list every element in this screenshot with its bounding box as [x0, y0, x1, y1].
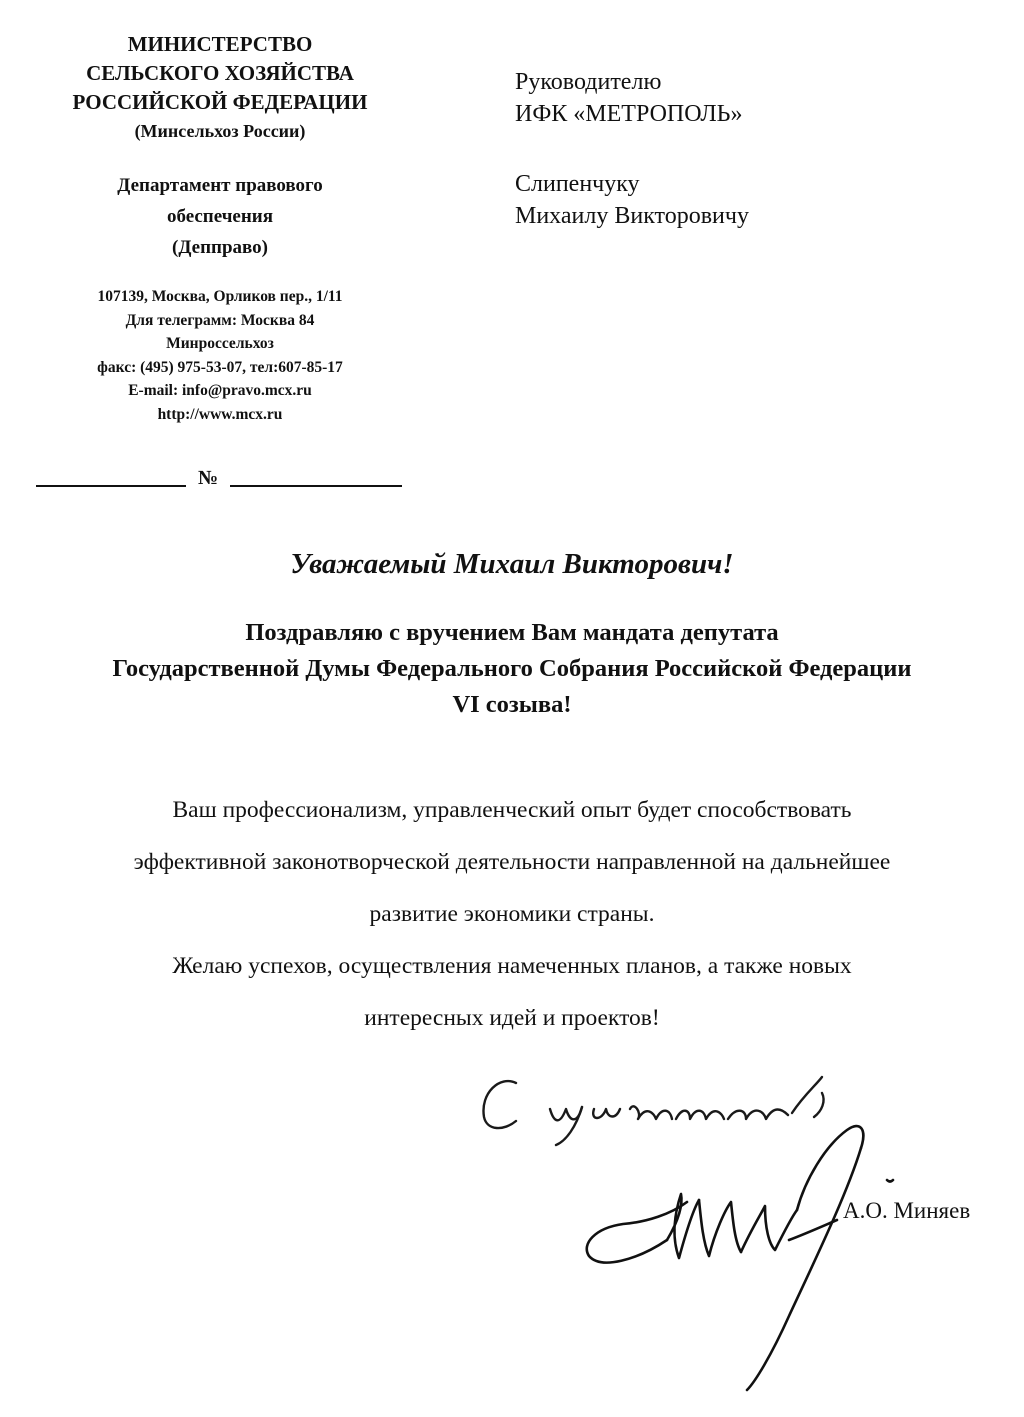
telegram-address-line: Минроссельхоз	[166, 335, 274, 352]
ministry-name	[20, 30, 420, 117]
number-blank	[230, 485, 402, 487]
letter-body	[20, 784, 1004, 1044]
phone-fax-line: факс: (495) 975-53-07, тел:607-85-17	[97, 358, 343, 376]
address-line: 107139, Москва, Орликов пер., 1/11	[97, 288, 343, 305]
addressee-role: Руководителю	[515, 69, 662, 95]
department-line: Департамент правового	[117, 175, 323, 196]
salutation: Уважаемый Михаил Викторович!	[290, 548, 734, 580]
congratulation-headline	[0, 615, 1024, 723]
ministry-line: СЕЛЬСКОГО ХОЗЯЙСТВА	[86, 61, 354, 85]
ministry-line: МИНИСТЕРСТВО	[127, 32, 313, 56]
date-blank	[36, 485, 186, 487]
body-line: эффективной законотворческой деятельности направленной на дальнейшее	[133, 849, 891, 875]
headline-line: VI созыва!	[452, 691, 572, 718]
letterhead	[20, 30, 420, 426]
headline-line: Поздравляю с вручением Вам мандата депутата	[245, 619, 779, 646]
addressee-organization: ИФК «МЕТРОПОЛЬ»	[515, 101, 743, 127]
signer-name: А.О. Миняев	[843, 1198, 971, 1223]
department-line: обеспечения	[166, 206, 274, 227]
website-line: http://www.mcx.ru	[157, 405, 283, 423]
ministry-short-name: (Минсельхоз России)	[134, 121, 306, 141]
number-sign: №	[197, 467, 219, 489]
addressee-surname: Слипенчуку	[515, 171, 640, 197]
contact-details	[20, 285, 420, 426]
body-line: Ваш профессионализм, управленческий опыт будет способствовать	[172, 797, 852, 823]
body-line: интересных идей и проектов!	[364, 1005, 660, 1031]
department-name	[20, 170, 420, 263]
addressee	[515, 66, 935, 232]
body-line: Желаю успехов, осуществления намеченных планов, а также новых	[172, 953, 852, 979]
ministry-line: РОССИЙСКОЙ ФЕДЕРАЦИИ	[72, 90, 368, 114]
headline-line: Государственной Думы Федерального Собрания Российской Федерации	[112, 655, 912, 682]
body-line: развитие экономики страны.	[369, 901, 655, 927]
telegram-line: Для телеграмм: Москва 84	[125, 311, 315, 329]
email-line: E-mail: info@pravo.mcx.ru	[128, 382, 312, 399]
department-line: (Депправо)	[172, 237, 268, 258]
addressee-given-names: Михаилу Викторовичу	[515, 203, 749, 229]
signature	[575, 1110, 915, 1400]
registration-line	[36, 463, 406, 493]
